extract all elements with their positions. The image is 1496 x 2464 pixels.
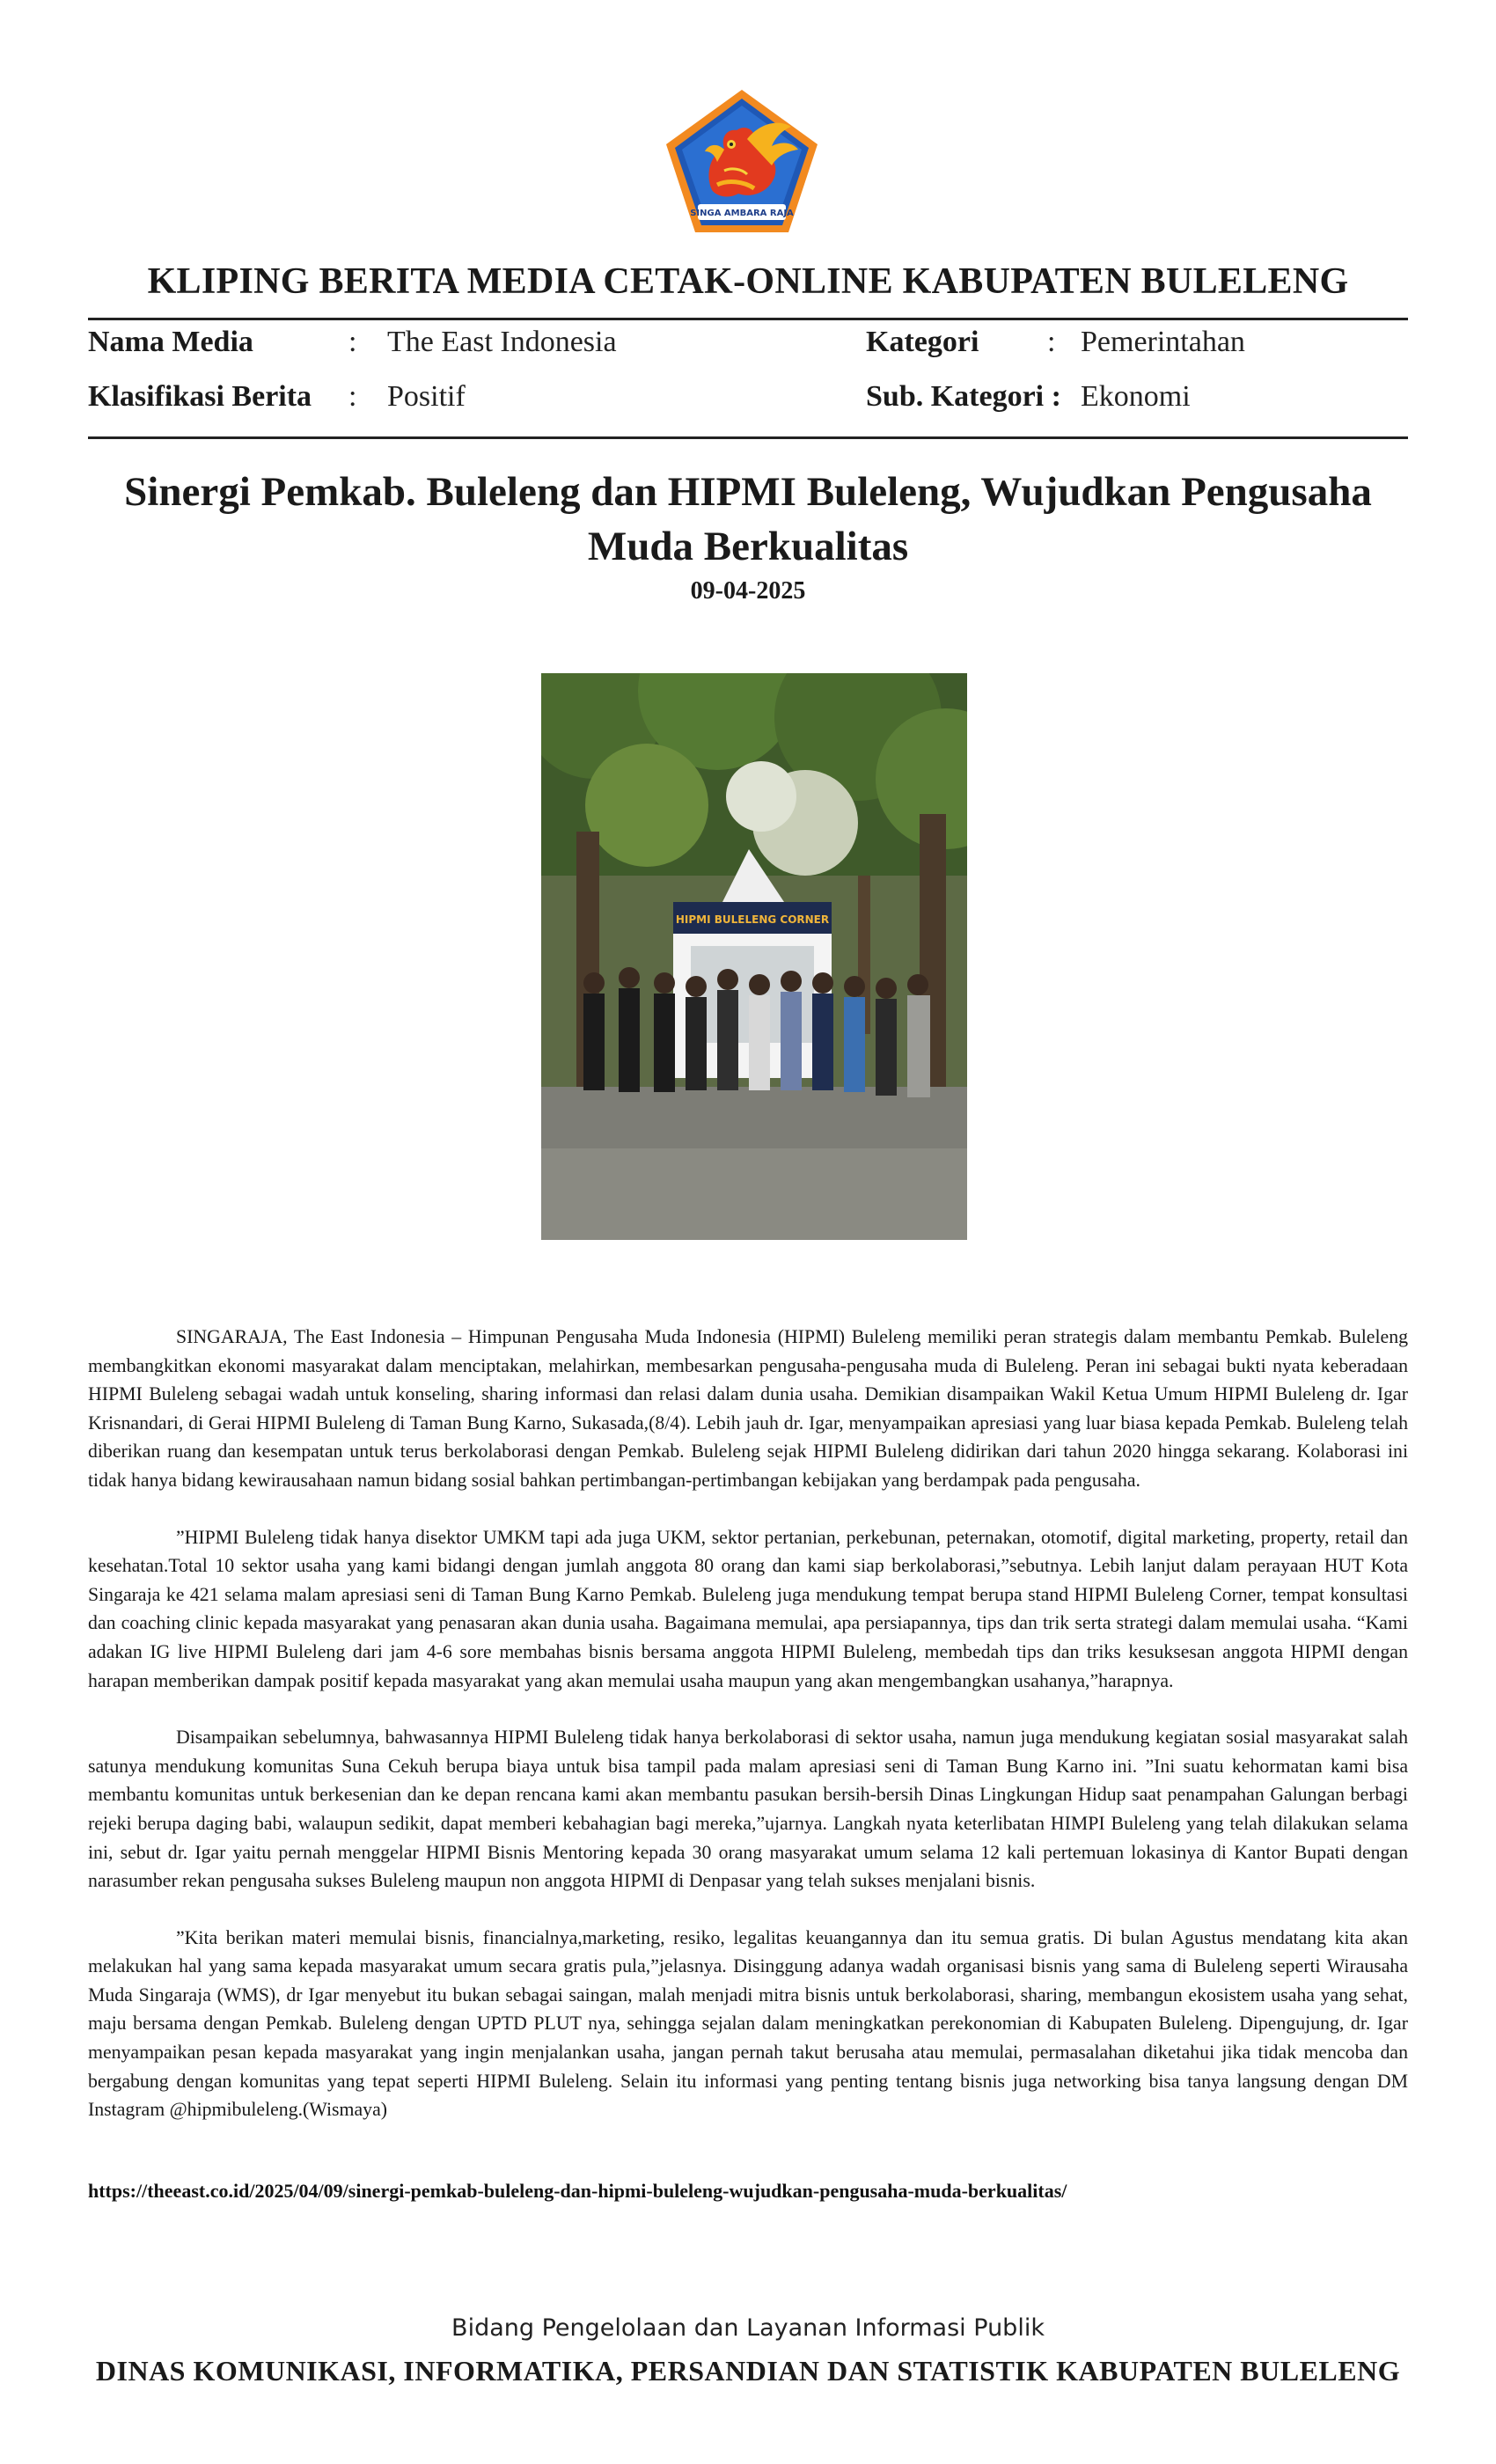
klasifikasi-value: Positif — [387, 380, 466, 413]
clipping-title: KLIPING BERITA MEDIA CETAK-ONLINE KABUPATEN BULELENG — [147, 261, 1349, 302]
article-paragraph: ”Kita berikan materi memulai bisnis, financialnya,marketing, resiko, legalitas keuangannya dan itu semua gratis. Di bulan Agustus mendatang kita akan melakukan hal yang sama kepada masyarakat umum secara gratis pula,”jelasnya. Disinggung adanya wadah organisasi bisnis yang sama di Buleleng seperti Wirausaha Muda Singaraja (WMS), dr Igar menyebut itu bukan sebagai saingan, malah menjadi mitra bisnis untuk berkolaborasi, sharing, membangun ekosistem usaha yang sehat, maju bersama dengan Pemkab. Buleleng dengan UPTD PLUT nya, sehingga sejalan dalam meningkatkan perekonomian di Kabupaten Buleleng. Dipengujung, dr. Igar menyampaikan pesan kepada masyarakat yang ingin menjalankan usaha, jangan pernah takut berusaha atau memulai, permasalahan diketahui jika tidak mencoba dan bergabung dengan komunitas yang tepat seperti HIPMI Buleleng. Selain itu informasi yang penting tentang bisnis juga networking bisa tanya langsung dengan DM Instagram @hipmibuleleng.(Wismaya) — [88, 1926, 1408, 2121]
article-date: 09-04-2025 — [690, 577, 806, 605]
source-link[interactable]: https://theeast.co.id/2025/04/09/sinergi-pemkab-buleleng-dan-hipmi-buleleng-wujudkan-pengusaha-muda-berkualitas/ — [88, 2180, 1067, 2202]
emblem-motto: SINGA AMBARA RAJA — [690, 209, 794, 218]
article-photo — [541, 673, 967, 1240]
article-paragraph: ”HIPMI Buleleng tidak hanya disektor UMKM tapi ada juga UKM, sektor pertanian, perkebunan, peternakan, otomotif, digital marketing, property, retail dan kesehatan.Total 10 sektor usaha yang kami bidangi dengan jumlah anggota 80 orang dan kami siap berkolaborasi,”sebutnya. Lebih lanjut dalam perayaan HUT Kota Singaraja ke 421 selama malam apresiasi seni di Taman Bung Karno Pemkab. Buleleng juga mendukung tempat berupa stand HIPMI Buleleng Corner, tempat konsultasi dan coaching clinic kepada masyarakat yang penasaran akan dunia usaha. Bagaimana memulai, apa persiapannya, tips dan trik serta strategi dalam memulai usaha. “Kami adakan IG live HIPMI Buleleng dari jam 4-6 sore membahas bisnis bersama anggota HIPMI Buleleng, membedah tips dan triks kesuksesan anggota HIPMI dengan harapan memberikan dampak positif kepada masyarakat yang akan memulai usaha maupun yang akan mengembangkan usahanya,”harapnya. — [88, 1526, 1408, 1691]
media-value: The East Indonesia — [387, 326, 617, 358]
subkategori-value: Ekonomi — [1081, 380, 1191, 413]
klasifikasi-colon: : — [348, 380, 357, 413]
article-body — [88, 1323, 1408, 2152]
meta-row-klasifikasi — [88, 380, 1408, 424]
article-paragraph: Disampaikan sebelumnya, bahwasannya HIPMI Buleleng tidak hanya berkolaborasi di sektor usaha, namun juga mendukung kegiatan sosial masyarakat salah satunya mendukung komunitas Suna Cekuh berupa biaya untuk bisa tampil pada malam apresiasi seni di Taman Bung Karno ini. ”Ini suatu kehormatan kami bisa membantu komunitas untuk berkesenian dan ke depan rencana kami akan membantu pasukan bersih-bersih Dinas Lingkungan Hidup saat penampahan Galungan berbagi rejeki berupa daging babi, walaupun sedikit, dapat memberi kebahagian bagi mereka,”ujarnya. Langkah nyata keterlibatan HIMPI Buleleng yang telah dilakukan selama ini, sebut dr. Igar yaitu pernah menggelar HIPMI Bisnis Mentoring kepada 30 orang masyarakat umum selama 12 kali pertemuan lokasinya di Kantor Bupati dengan narasumber rekan pengusaha sukses Buleleng maupun non anggota HIPMI di Denpasar yang telah sukses menjalani bisnis. — [88, 1727, 1408, 1892]
kategori-colon: : — [1047, 326, 1056, 358]
kategori-value: Pemerintahan — [1081, 326, 1245, 358]
klasifikasi-label: Klasifikasi Berita — [88, 380, 312, 413]
article-headline: Sinergi Pemkab. Buleleng dan HIPMI Buleleng, Wujudkan Pengusaha Muda Berkualitas — [124, 469, 1372, 569]
media-label: Nama Media — [88, 326, 253, 358]
kategori-label: Kategori — [866, 326, 979, 358]
divider — [88, 318, 1408, 320]
media-colon: : — [348, 326, 357, 358]
meta-row-media — [88, 326, 1408, 370]
article-paragraph: SINGARAJA, The East Indonesia – Himpunan Pengusaha Muda Indonesia (HIPMI) Buleleng memiliki peran strategis dalam membantu Pemkab. Buleleng membangkitkan ekonomi masyarakat dalam menciptakan, melahirkan, membesarkan pengusaha-pengusaha muda di Buleleng. Peran ini sebagai bukti nyata keberadaan HIPMI Buleleng sebagai wadah untuk konseling, sharing informasi dan relasi dalam dunia usaha. Demikian disampaikan Wakil Ketua Umum HIPMI Buleleng dr. Igar Krisnandari, di Gerai HIPMI Buleleng di Taman Bung Karno, Sukasada,(8/4). Lebih jauh dr. Igar, menyampaikan apresiasi yang luar biasa kepada Pemkab. Buleleng telah diberikan ruang dan kesempatan untuk terus berkolaborasi dengan Pemkab. Buleleng sejak HIPMI Buleleng didirikan dari tahun 2020 hingga sekarang. Kolaborasi ini tidak hanya bidang kewirausahaan namun bidang sosial bahkan pertimbangan-pertimbangan kebijakan yang berdampak pada pengusaha. — [88, 1326, 1408, 1491]
footer-unit: Bidang Pengelolaan dan Layanan Informasi Publik — [451, 2314, 1045, 2342]
divider — [88, 436, 1408, 439]
regency-emblem-icon — [663, 86, 821, 236]
footer-office: DINAS KOMUNIKASI, INFORMATIKA, PERSANDIAN DAN STATISTIK KABUPATEN BULELENG — [95, 2355, 1401, 2387]
photo-sign-text: HIPMI BULELENG CORNER — [675, 913, 830, 926]
subkategori-label: Sub. Kategori : — [866, 380, 1061, 413]
